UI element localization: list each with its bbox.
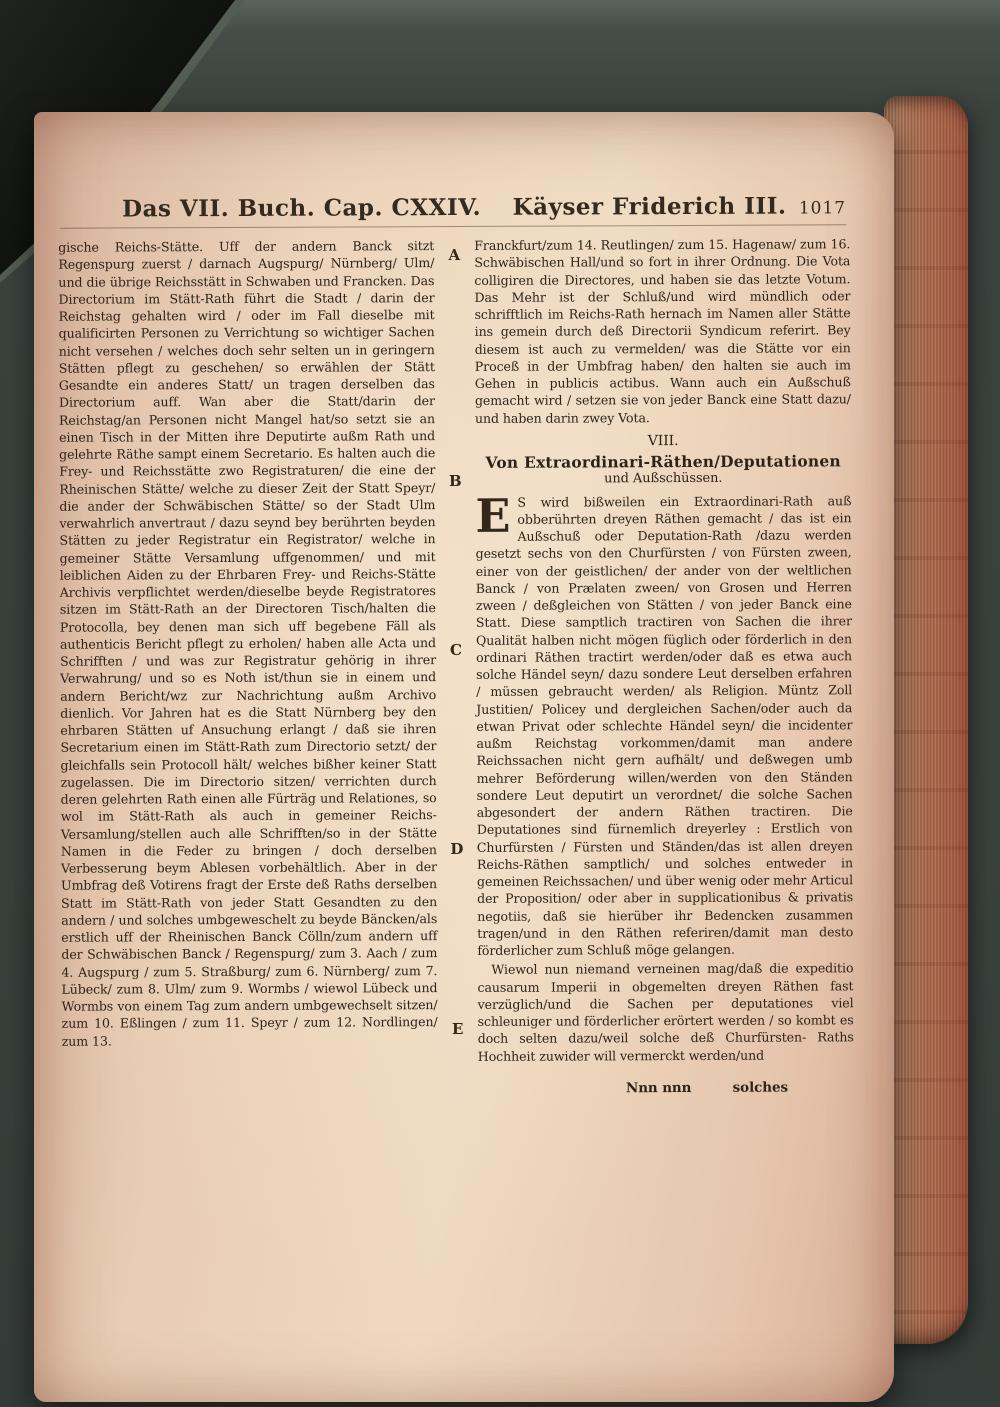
margin-letter-d: D (450, 839, 464, 859)
gathering-signature: Nnn nnn (625, 1079, 692, 1097)
page-text-block (58, 192, 854, 1099)
margin-letter-c: C (449, 640, 463, 660)
catchword: solches (732, 1079, 788, 1096)
book-page (34, 112, 894, 1402)
right-column-paragraph-2-text: S wird bißweilen ein Extraordinari-Rath auß obberührten dreyen Räthen gemacht / das ist ein Außschuß oder Deputation-Rath /dazu werden gesetzt sechs von den Churfürsten / von Fürsten zween, einer von der geistlichen/ der ander von der weltlichen Banck / von Prælaten zween/ von Grosen und Herren zween / deßgleichen von Stätten / von jeder Banck eine Statt. Diese samptlich tractiren von Sachen die ihrer Qualität halben nicht mögen füglich oder förderlich in den ordinari Räthen tractirt werden/oder daß es etwa auch solche Händel seyn/ dazu sondere Leut derselben erfahren / müssen gebraucht werden/ als Religion. Müntz Zoll Justitien/ Policey und dergleichen Sachen/oder auch da etwan Privat oder schlechte Händel seyn/ die incidenter außm Reichstag vorkommen/damit man andere Reichssachen nicht gern aufhält/ und deßwegen umb mehrer Beförderung willen/werden von den Ständen sondere Leut deputirt un verordnet/ die solche Sachen abgesondert der andern Räthen tractiren. Die Deputationes sind fürnemlich dreyerley : Erstlich von Churfürsten / Fürsten und Ständen/das ist allen dreyen Reichs-Räthen samptlich/ und solches entweder in gemeinen Reichssachen/ und über wenig oder mehr Articul der Proposition/ oder aber in supplicationibus & privatis negotiis, daß sie hierüber ihr Bedencken zusammen tragen/und in den Räthen referiren/damit man desto förderlicher zum Schluß möge gelangen. (475, 492, 854, 958)
margin-letter-b: B (448, 471, 462, 491)
left-column-text: gische Reichs-Stätte. Uff der andern Banck sitzt Regenspurg zuerst / darnach Augspurg/ Nürnberg/ Ulm/ und die übrige Reichsstätt in Schwaben und Francken. Das Directorium im Stätt-Rath führt die Stadt / darin der Reichstag gehalten wird / oder im Fall dieselbe mit qualificirten Personen zu Verrichtung so wichtiger Sachen nicht versehen / welches doch sehr selten un in geringern Stätten pflegt zu geschehen/ so erwählen der Stätt Gesandte ein anderes Statt/ un tragen derselben das Directorium auff. Wan aber die Statt/darin der Reichstag/an Personen nicht Mangel hat/so setzt sie an einen Tisch in der Mitten ihre Deputirte außm Rath und gelehrte Räthe sampt einem Secretario. Es halten auch die Frey- und Reichsstätte zwo Registraturen/ die eine der Rheinischen Stätte/ welche zu dieser Zeit der Statt Speyr/ die ander der Schwäbischen Stätte/ so der Stadt Ulm verwahrlich anvertraut / dazu seynd bey berührten beyden Stätten zu jeder Registratur ein Registrator/ welche in gemeiner Stätte Versamlung uffgenommen/ und mit leiblichen Aiden zu der Ehrbaren Frey- und Reichs-Stätte Archivis verpflichtet werden/dieselbe beyde Registratores sitzen im Stätt-Rath an der Directoren Tisch/halten die Protocolla, bey denen man sich uff begebene Fäll als authenticis Bericht pflegt zu erholen/ haben alle Acta und Schrifften / und was zur Registratur gehörig in ihrer Verwahrung/ und so es Noth ist/thun sie in einem und andern Bericht/wz zur Nachrichtung außm Archivo dienlich. Vor Jahren hat es die Statt Nürnberg bey den ehrbaren Stätten uf Ansuchung erlangt / daß sie ihren Secretarium einen im Stätt-Rath zum Directorio setzt/ der gleichfalls sein Protocoll hält/ welches bißher keiner Statt zugelassen. Die im Directorio sitzen/ verrichten durch deren gelehrten Rath einen alle Fürträg und Relationes, so wol im Stätt-Rath als auch in gemeiner Reichs-Versamlung/stellen auch alle Schrifften/so in der Stätte Namen in die Feder zu bringen / doch derselben Verbesserung beym Ablesen vorbehältlich. Aber in der Umbfrag deß Votirens fragt der Erste deß Raths derselben Statt im Stätt-Rath von jeder Statt Gesandten zu den andern / und solches umbgeweschelt zu beyde Bäncken/als erstlich uff der Rheinischen Banck Cölln/zum andern uff der Schwäbischen Banck / Regenspurg/ zum 3. Aach / zum 4. Augspurg / zum 5. Straßburg/ zum 6. Nürnberg/ zum 7. Lübeck/ zum 8. Ulm/ zum 9. Wormbs / wiewol Lübeck und Wormbs von einem Tag zum andern umbgewechselt sitzen/ zum 10. Eßlingen / zum 11. Speyr / zum 12. Nordlingen/ zum 13. (58, 238, 438, 1049)
header-book-title: Das VII. Buch. Cap. CXXIV. (122, 193, 482, 223)
right-column (474, 235, 854, 1098)
header-chapter-title: Käyser Friderich III. (512, 192, 787, 221)
section-number: VIII. (647, 432, 679, 449)
two-column-text (58, 235, 854, 1099)
margin-letter-e: E (451, 1019, 464, 1039)
left-column (58, 237, 438, 1100)
right-column-paragraph-3: Wiewol nun niemand verneinen mag/daß die expeditio causarum Imperii in obgemelten dreyen Räthen fast verzüglich/und die Sachen per deputationes viel schleuniger und förderlicher erörtert werden / so kombt es doch selten dazu/weil solche deß Churfürsten- Raths Hochheit zuwider will vermerckt werden/und (477, 960, 854, 1064)
page-footer (478, 1079, 854, 1098)
margin-letter-a: A (448, 245, 461, 265)
drop-cap-initial: E (475, 488, 511, 543)
section-title-line2: und Außschüssen. (604, 471, 723, 487)
running-header (60, 192, 846, 228)
page-edges-stack (884, 96, 968, 1344)
section-title-line1: Von Extraordinari-Räthen/Deputationen (485, 451, 841, 472)
page-number: 1017 (798, 198, 847, 219)
right-column-paragraph-2 (475, 488, 854, 959)
right-column-paragraph-1: Franckfurt/zum 14. Reutlingen/ zum 15. Hagenaw/ zum 16. Schwäbischen Hall/und so fort in ihrer Ordnung. Die Vota colligiren die Directores, und haben sie das letzte Votum. Das Mehr ist der Schluß/und wird mündlich oder schrifftlich im Reichs-Rath hernach im Namen aller Stätte ins gemein durch deß Directorii Syndicum referirt. Bey diesem ist auch zu vermelden/ was die Stätte vor ein Proceß in der Umbfrag haben/ den halten sie auch im Gehen in publicis actibus. Wann auch ein Außschuß gemacht wird / setzen sie von jeder Banck eine Statt dazu/ und haben darin zwey Vota. (474, 236, 851, 426)
